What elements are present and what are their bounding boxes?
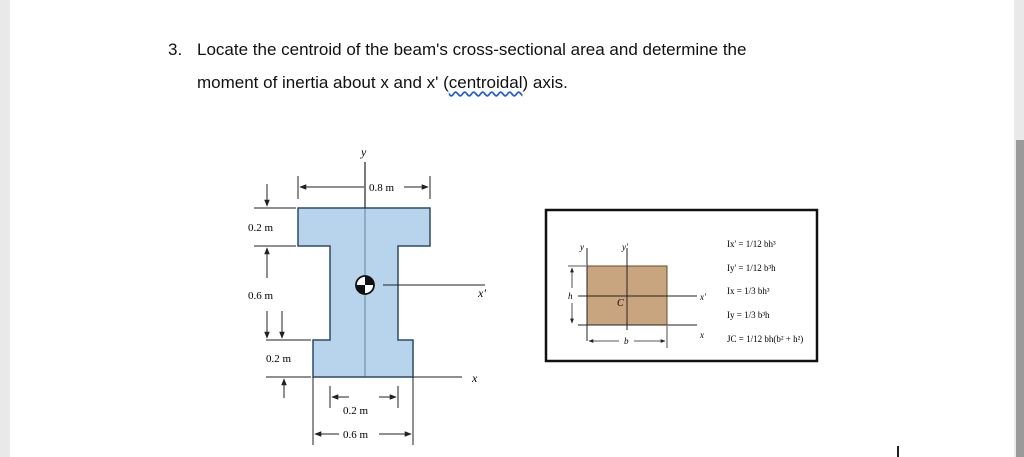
dimension-bottom-flange-label: 0.2 m [266,353,292,365]
dimension-bottom-width-label: 0.6 m [343,429,369,441]
spellcheck-underlined-word: centroidal [448,73,523,92]
formula-ix: Ix = 1/3 bh³ [727,286,770,296]
y-axis-label: y [361,145,367,159]
formula-iy-prime: Iy' = 1/12 b³h [727,263,776,273]
dimension-top-width [298,176,430,199]
dimension-top-width-label: 0.8 m [369,182,395,194]
xprime-axis-label: x' [478,286,486,300]
scan-edge-shadow [1016,140,1024,457]
ref-y-axis-label: y [580,242,584,252]
ref-yprime-axis-label: y' [622,242,628,252]
formula-jc: JC = 1/12 bh(b² + h²) [727,334,804,344]
x-axis-label: x [472,371,478,385]
ref-x-axis-label: x [700,330,704,340]
problem-text-line-2-start: moment of inertia about x and x' ( [197,73,449,92]
problem-text-line-2-end: ) axis. [522,73,568,92]
dimension-web-width-label: 0.2 m [343,405,369,417]
formula-iy: Iy = 1/3 b³h [727,310,770,320]
scan-edge-left [0,0,10,457]
reference-rectangle-figure [544,208,820,364]
scan-mark [897,446,899,457]
centroid-marker [356,276,374,294]
ref-centroid-label: C [617,298,624,309]
problem-text-line-2 [197,71,568,95]
ref-xprime-axis-label: x' [700,292,706,302]
problem-text-line-1: Locate the centroid of the beam's cross-sectional area and determine the [197,40,747,59]
problem-number: 3. [168,40,183,59]
ref-width-label: b [624,336,629,346]
dimension-top-flange-label: 0.2 m [248,222,274,234]
beam-cross-section-figure [220,140,510,452]
dimension-web-height-label: 0.6 m [248,290,274,302]
formula-ix-prime: Ix' = 1/12 bh³ [727,239,776,249]
ref-height-label: h [568,291,573,301]
